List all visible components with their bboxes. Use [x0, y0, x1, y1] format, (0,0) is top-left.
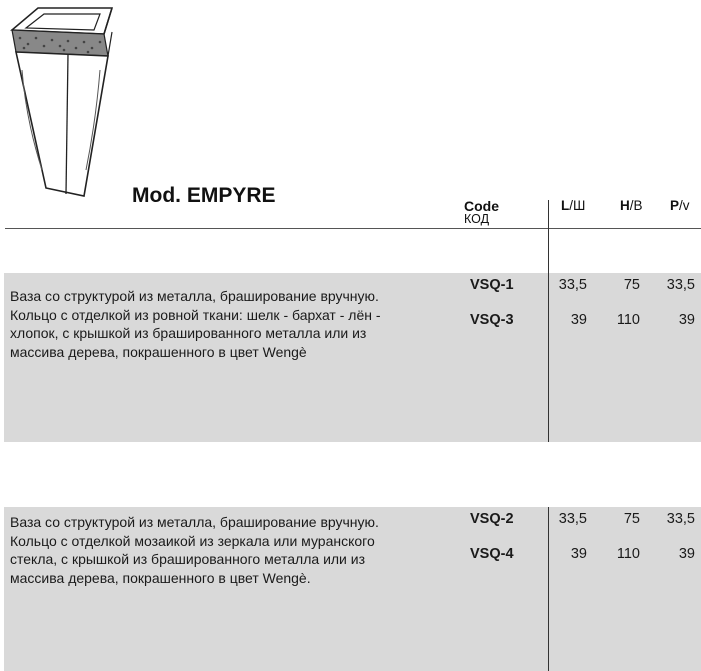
- depth-value: 33,5: [666, 277, 695, 293]
- product-block: [4, 273, 701, 442]
- depth-value: 39: [678, 546, 695, 562]
- column-divider: [548, 273, 549, 442]
- height-value: 110: [616, 312, 640, 328]
- column-divider: [548, 507, 549, 671]
- height-value: 75: [623, 277, 640, 293]
- column-header-length: L/Ш: [561, 198, 586, 213]
- product-block: [4, 507, 701, 671]
- model-prefix: Mod.: [132, 184, 181, 207]
- product-code: VSQ-1: [470, 277, 514, 293]
- table-row: [4, 511, 701, 531]
- column-header-code-ru: КОД: [464, 212, 490, 226]
- column-header-depth: P/v: [670, 198, 690, 213]
- vase-illustration: [4, 0, 124, 200]
- height-value: 110: [616, 546, 640, 562]
- length-value: 33,5: [558, 277, 587, 293]
- height-value: 75: [623, 511, 640, 527]
- column-divider: [548, 200, 549, 274]
- product-description: Ваза со структурой из металла, браширование вручную. Кольцо с отделкой мозаикой из зеркала или муранского стекла, с крышкой из брашированного металла или из массива дерева, покрашенного в цвет Wengè.: [10, 514, 379, 586]
- length-value: 39: [570, 546, 587, 562]
- depth-value: 33,5: [666, 511, 695, 527]
- product-code: VSQ-3: [470, 312, 514, 328]
- column-header-code: Code: [464, 198, 499, 214]
- depth-value: 39: [678, 312, 695, 328]
- model-title: [132, 184, 276, 208]
- table-row: [4, 277, 701, 297]
- product-description: Ваза со структурой из металла, браширование вручную. Кольцо с отделкой из ровной ткани: шелк - бархат - лён - хлопок, с крышкой из брашированного металла или из массива дерева, покрашенного в цвет Wengè: [10, 288, 381, 360]
- table-row: [4, 312, 701, 332]
- column-header-height: H/В: [620, 198, 643, 213]
- table-row: [4, 546, 701, 566]
- length-value: 39: [570, 312, 587, 328]
- model-name: EMPYRE: [186, 184, 276, 207]
- product-code: VSQ-2: [470, 511, 514, 527]
- product-code: VSQ-4: [470, 546, 514, 562]
- header-divider: [5, 228, 701, 229]
- length-value: 33,5: [558, 511, 587, 527]
